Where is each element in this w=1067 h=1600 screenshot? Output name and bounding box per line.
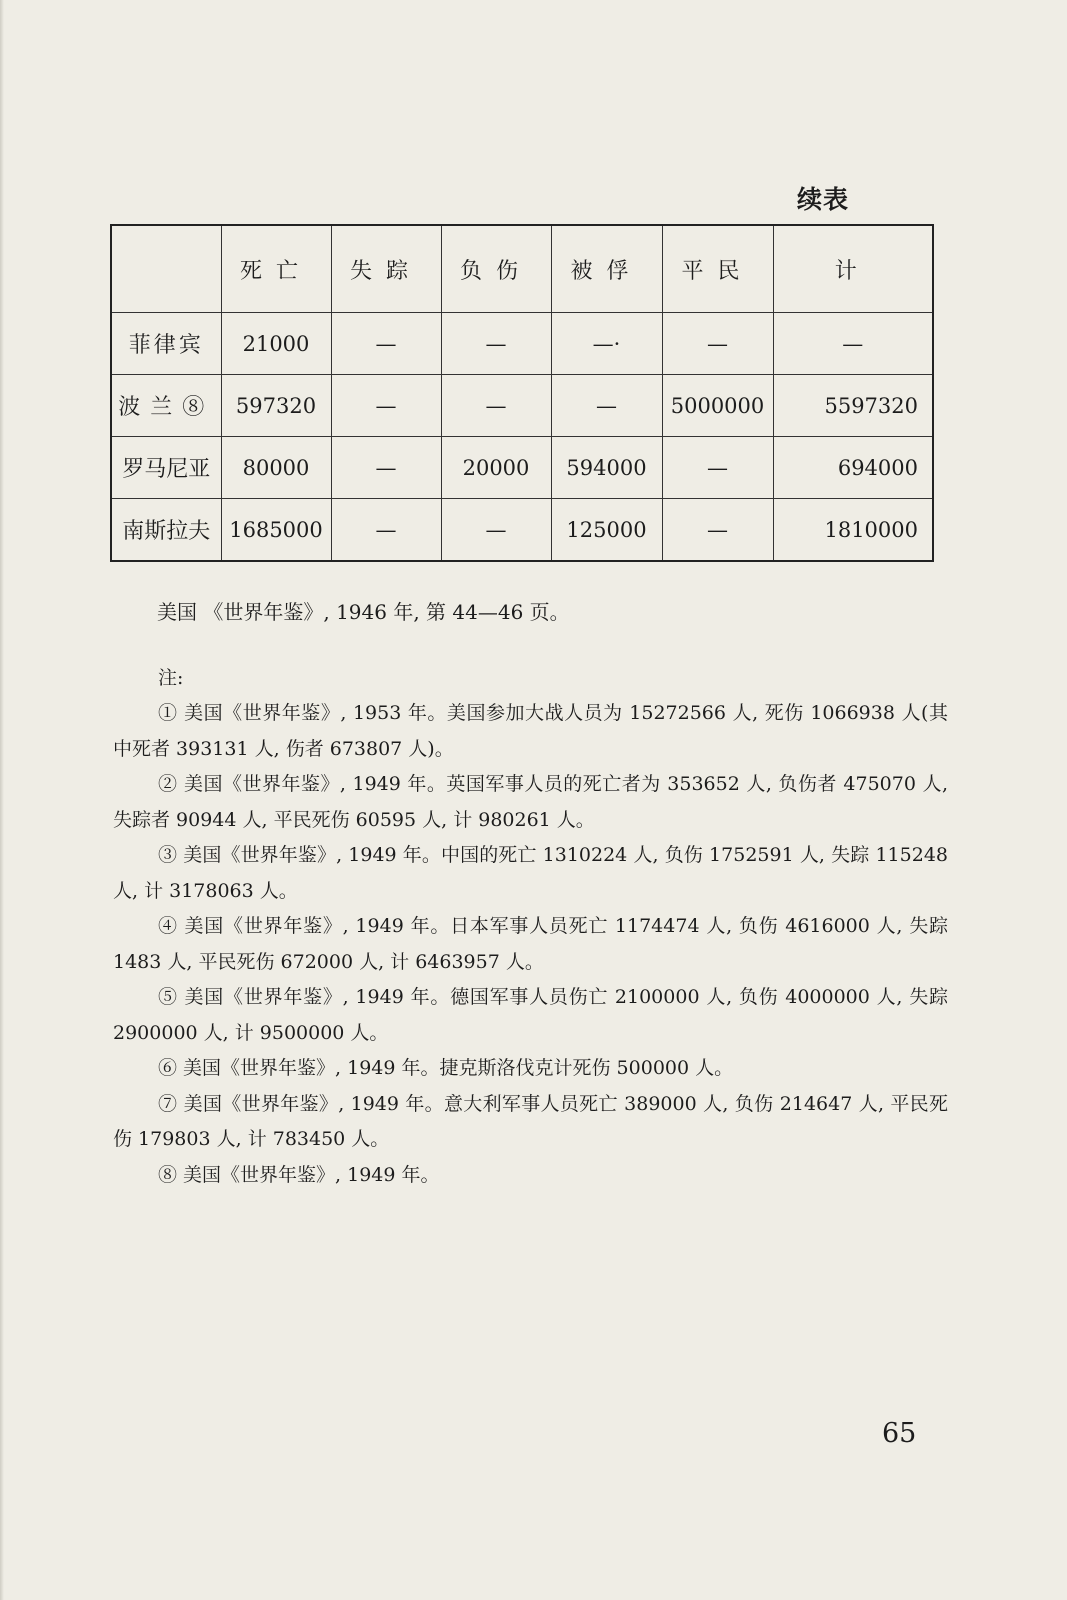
- header-total: 计: [773, 225, 933, 313]
- country-cell: 罗马尼亚: [111, 437, 221, 499]
- table-row: [111, 313, 933, 375]
- footnote: ⑥ 美国《世界年鉴》, 1949 年。捷克斯洛伐克计死伤 500000 人。: [158, 1057, 734, 1079]
- footnote: ⑧ 美国《世界年鉴》, 1949 年。: [158, 1163, 440, 1186]
- captured-cell: —·: [551, 313, 662, 375]
- source-citation: 美国 《世界年鉴》, 1946 年, 第 44—46 页。: [157, 600, 570, 624]
- missing-cell: —: [331, 313, 441, 375]
- total-cell: —: [773, 313, 933, 375]
- missing-cell: —: [331, 375, 441, 437]
- wounded-cell: —: [441, 375, 551, 437]
- wounded-cell: 20000: [441, 437, 551, 499]
- header-captured: 被俘: [551, 225, 662, 313]
- deaths-cell: 21000: [221, 313, 331, 375]
- notes-section: [113, 660, 948, 1193]
- country-cell: 菲律宾: [111, 313, 221, 375]
- wounded-cell: —: [441, 313, 551, 375]
- page-number: 65: [882, 1418, 917, 1449]
- header-wounded: 负伤: [441, 225, 551, 313]
- table-row: [111, 375, 933, 437]
- total-cell: 694000: [773, 437, 933, 499]
- captured-cell: 594000: [551, 437, 662, 499]
- civilians-cell: —: [662, 499, 773, 562]
- notes-heading: 注:: [158, 667, 184, 689]
- total-cell: 5597320: [773, 375, 933, 437]
- missing-cell: —: [331, 437, 441, 499]
- civilians-cell: —: [662, 437, 773, 499]
- casualty-table: [110, 224, 934, 562]
- table-header-row: [111, 225, 933, 313]
- page-edge: [0, 0, 4, 1600]
- header-missing: 失踪: [331, 225, 441, 313]
- deaths-cell: 80000: [221, 437, 331, 499]
- deaths-cell: 1685000: [221, 499, 331, 562]
- header-deaths: 死亡: [221, 225, 331, 313]
- deaths-cell: 597320: [221, 375, 331, 437]
- footnote: ① 美国《世界年鉴》, 1953 年。美国参加大战人员为 15272566 人, 死伤 1066938 人(其中死者 393131 人, 伤者 673807 人)。: [113, 702, 948, 760]
- header-country: [111, 225, 221, 313]
- civilians-cell: —: [662, 313, 773, 375]
- table-row: [111, 437, 933, 499]
- footnote: ⑤ 美国《世界年鉴》, 1949 年。德国军事人员伤亡 2100000 人, 负伤 4000000 人, 失踪 2900000 人, 计 9500000 人。: [113, 986, 948, 1044]
- footnote: ② 美国《世界年鉴》, 1949 年。英国军事人员的死亡者为 353652 人, 负伤者 475070 人, 失踪者 90944 人, 平民死伤 60595 人, 计 980261 人。: [113, 773, 948, 831]
- continued-table-label: 续表: [797, 185, 850, 214]
- captured-cell: —: [551, 375, 662, 437]
- table-row: [111, 499, 933, 562]
- captured-cell: 125000: [551, 499, 662, 562]
- missing-cell: —: [331, 499, 441, 562]
- footnote: ④ 美国《世界年鉴》, 1949 年。日本军事人员死亡 1174474 人, 负伤 4616000 人, 失踪 1483 人, 平民死伤 672000 人, 计 6463957 人。: [113, 915, 948, 973]
- country-cell: 南斯拉夫: [111, 499, 221, 562]
- total-cell: 1810000: [773, 499, 933, 562]
- wounded-cell: —: [441, 499, 551, 562]
- civilians-cell: 5000000: [662, 375, 773, 437]
- footnote: ③ 美国《世界年鉴》, 1949 年。中国的死亡 1310224 人, 负伤 1752591 人, 失踪 115248 人, 计 3178063 人。: [113, 844, 948, 902]
- country-cell: 波兰⑧: [111, 375, 221, 437]
- header-civilians: 平民: [662, 225, 773, 313]
- footnote: ⑦ 美国《世界年鉴》, 1949 年。意大利军事人员死亡 389000 人, 负伤 214647 人, 平民死伤 179803 人, 计 783450 人。: [113, 1092, 948, 1150]
